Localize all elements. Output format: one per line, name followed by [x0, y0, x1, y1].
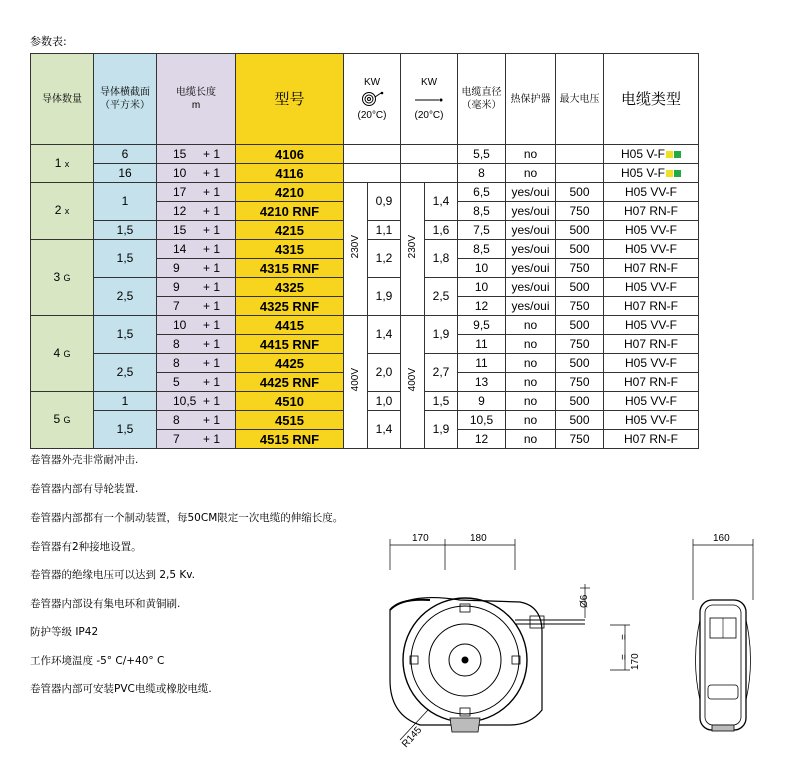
- dim-r145: R145: [400, 724, 425, 751]
- thermal-cell: yes/oui: [506, 202, 556, 221]
- max-voltage-cell: 500: [556, 392, 604, 411]
- model-cell: 4425: [236, 354, 344, 373]
- conductors-cell: 2 x: [31, 183, 94, 240]
- conductors-cell: 4 G: [31, 316, 94, 392]
- note-item: 卷管器内部都有一个制动装置，每50CM限定一次电缆的伸缩长度。: [30, 512, 344, 524]
- technical-drawing: [370, 520, 790, 765]
- cable-type-cell: H07 RN-F: [604, 202, 699, 221]
- length-cell: 14 + 1: [157, 240, 236, 259]
- voltage-400-cell: 400V: [344, 316, 368, 449]
- hdr-thermal: 热保护器: [506, 54, 556, 145]
- model-cell: 4325 RNF: [236, 297, 344, 316]
- model-cell: 4210 RNF: [236, 202, 344, 221]
- cross-section-cell: 2,5: [94, 278, 157, 316]
- note-item: 卷管器有2种接地设置。: [30, 541, 142, 553]
- max-voltage-cell: 500: [556, 316, 604, 335]
- dim-170-top: 170: [412, 533, 429, 544]
- thermal-cell: yes/oui: [506, 240, 556, 259]
- diameter-cell: 10: [458, 259, 506, 278]
- table-row: [31, 316, 699, 335]
- diameter-cell: 13: [458, 373, 506, 392]
- cross-section-cell: 1,5: [94, 411, 157, 449]
- dim-170-side: 170: [630, 653, 641, 670]
- length-cell: 10 + 1: [157, 164, 236, 183]
- length-cell: 8 + 1: [157, 354, 236, 373]
- note-item: 卷管器内部有导轮装置.: [30, 483, 139, 495]
- cross-section-cell: 6: [94, 145, 157, 164]
- max-voltage-cell: 750: [556, 335, 604, 354]
- note-item: 工作环境温度 -5° C/+40° C: [30, 655, 165, 667]
- note-item: 卷管器内部设有集电环和黄铜刷.: [30, 598, 181, 610]
- max-voltage-cell: 750: [556, 430, 604, 449]
- length-cell: 10 + 1: [157, 316, 236, 335]
- kw-uncoiled-cell: 2,7: [425, 354, 458, 392]
- earth-yellow-swatch: [666, 151, 673, 158]
- diameter-cell: 9,5: [458, 316, 506, 335]
- earth-green-swatch: [674, 151, 681, 158]
- cable-type-cell: H07 RN-F: [604, 430, 699, 449]
- voltage-400-cell: 400V: [401, 316, 425, 449]
- model-cell: 4515: [236, 411, 344, 430]
- model-cell: 4210: [236, 183, 344, 202]
- cross-section-cell: 16: [94, 164, 157, 183]
- diameter-cell: 11: [458, 354, 506, 373]
- thermal-cell: no: [506, 354, 556, 373]
- cross-section-cell: 1: [94, 392, 157, 411]
- note-item: 卷管器的绝缘电压可以达到 2,5 Kv.: [30, 569, 195, 581]
- hdr-model: 型号: [236, 54, 344, 145]
- length-cell: 10,5 + 1: [157, 392, 236, 411]
- hdr-kw-uncoiled: KW (20°C): [401, 54, 458, 145]
- diameter-cell: 6,5: [458, 183, 506, 202]
- max-voltage-cell: [556, 164, 604, 183]
- thermal-cell: no: [506, 411, 556, 430]
- length-cell: 17 + 1: [157, 183, 236, 202]
- kw-uncoiled-cell: [401, 145, 458, 164]
- note-item: 卷管器外壳非常耐冲击.: [30, 454, 139, 466]
- cross-section-cell: 1,5: [94, 240, 157, 278]
- kw-uncoiled-cell: 1,4: [425, 183, 458, 221]
- spec-table: [30, 53, 699, 449]
- max-voltage-cell: 750: [556, 202, 604, 221]
- diameter-cell: 8,5: [458, 202, 506, 221]
- max-voltage-cell: 750: [556, 259, 604, 278]
- cross-section-cell: 1,5: [94, 316, 157, 354]
- cable-type-cell: H05 VV-F: [604, 183, 699, 202]
- diameter-cell: 7,5: [458, 221, 506, 240]
- length-cell: 7 + 1: [157, 430, 236, 449]
- model-cell: 4315: [236, 240, 344, 259]
- max-voltage-cell: 500: [556, 240, 604, 259]
- voltage-230-cell: 230V: [401, 183, 425, 316]
- kw-uncoiled-cell: 1,8: [425, 240, 458, 278]
- kw-coiled-cell: [344, 145, 401, 164]
- max-voltage-cell: 500: [556, 354, 604, 373]
- cable-type-cell: H07 RN-F: [604, 335, 699, 354]
- diameter-cell: 10: [458, 278, 506, 297]
- cross-section-cell: 2,5: [94, 354, 157, 392]
- table-caption: 参数表:: [30, 35, 67, 48]
- cable-type-cell: H05 VV-F: [604, 411, 699, 430]
- model-cell: 4510: [236, 392, 344, 411]
- thermal-cell: yes/oui: [506, 183, 556, 202]
- cable-type-cell: H05 VV-F: [604, 240, 699, 259]
- cable-type-cell: H07 RN-F: [604, 373, 699, 392]
- kw-coiled-cell: 1,4: [368, 411, 401, 449]
- diameter-cell: 12: [458, 430, 506, 449]
- kw-uncoiled-cell: [401, 164, 458, 183]
- kw-uncoiled-cell: 1,9: [425, 411, 458, 449]
- note-item: 卷管器内部可安装PVC电缆或橡胶电缆.: [30, 683, 212, 695]
- hdr-cable-length: 电缆长度 m: [157, 54, 236, 145]
- diameter-cell: 11: [458, 335, 506, 354]
- reel-front-view: [390, 598, 585, 732]
- note-item: 防护等级 IP42: [30, 626, 99, 638]
- cable-type-cell: H05 V-F: [604, 145, 699, 164]
- kw-coiled-cell: 0,9: [368, 183, 401, 221]
- length-cell: 15 + 1: [157, 221, 236, 240]
- dim-phi6: Ø6: [579, 594, 590, 608]
- max-voltage-cell: 500: [556, 221, 604, 240]
- length-cell: 8 + 1: [157, 335, 236, 354]
- length-cell: 15 + 1: [157, 145, 236, 164]
- dim-eq1: =: [619, 634, 630, 640]
- diameter-cell: 9: [458, 392, 506, 411]
- kw-coiled-cell: 1,1: [368, 221, 401, 240]
- model-cell: 4515 RNF: [236, 430, 344, 449]
- kw-uncoiled-cell: 2,5: [425, 278, 458, 316]
- coil-icon: [358, 91, 386, 107]
- kw-uncoiled-cell: 1,6: [425, 221, 458, 240]
- length-cell: 8 + 1: [157, 411, 236, 430]
- kw-uncoiled-cell: 1,5: [425, 392, 458, 411]
- model-cell: 4415 RNF: [236, 335, 344, 354]
- kw-coiled-cell: [344, 164, 401, 183]
- model-cell: 4106: [236, 145, 344, 164]
- thermal-cell: no: [506, 430, 556, 449]
- kw-uncoiled-cell: 1,9: [425, 316, 458, 354]
- hdr-kw-coiled: KW (20°C): [344, 54, 401, 145]
- diameter-cell: 8,5: [458, 240, 506, 259]
- length-cell: 5 + 1: [157, 373, 236, 392]
- reel-side-view: [696, 600, 751, 731]
- max-voltage-cell: [556, 145, 604, 164]
- cable-type-cell: H07 RN-F: [604, 297, 699, 316]
- model-cell: 4415: [236, 316, 344, 335]
- hdr-conductors: 导体数量: [31, 54, 94, 145]
- max-voltage-cell: 500: [556, 278, 604, 297]
- conductors-cell: 1 x: [31, 145, 94, 183]
- model-cell: 4315 RNF: [236, 259, 344, 278]
- cable-type-cell: H05 VV-F: [604, 316, 699, 335]
- hdr-max-voltage: 最大电压: [556, 54, 604, 145]
- dim-180: 180: [470, 533, 487, 544]
- cable-type-cell: H05 VV-F: [604, 278, 699, 297]
- max-voltage-cell: 500: [556, 411, 604, 430]
- thermal-cell: no: [506, 316, 556, 335]
- model-cell: 4116: [236, 164, 344, 183]
- dim-eq2: =: [619, 654, 630, 660]
- straight-cable-icon: [411, 91, 447, 107]
- model-cell: 4215: [236, 221, 344, 240]
- diameter-cell: 5,5: [458, 145, 506, 164]
- cable-type-cell: H05 VV-F: [604, 221, 699, 240]
- diameter-cell: 12: [458, 297, 506, 316]
- length-cell: 7 + 1: [157, 297, 236, 316]
- cross-section-cell: 1,5: [94, 221, 157, 240]
- voltage-230-cell: 230V: [344, 183, 368, 316]
- thermal-cell: no: [506, 373, 556, 392]
- earth-yellow-swatch: [666, 170, 673, 177]
- model-cell: 4325: [236, 278, 344, 297]
- table-row: [31, 164, 699, 183]
- kw-coiled-cell: 1,2: [368, 240, 401, 278]
- max-voltage-cell: 750: [556, 373, 604, 392]
- thermal-cell: yes/oui: [506, 221, 556, 240]
- thermal-cell: no: [506, 335, 556, 354]
- kw-coiled-cell: 2,0: [368, 354, 401, 392]
- cable-type-cell: H07 RN-F: [604, 259, 699, 278]
- max-voltage-cell: 500: [556, 183, 604, 202]
- diameter-cell: 10,5: [458, 411, 506, 430]
- thermal-cell: yes/oui: [506, 259, 556, 278]
- table-row: [31, 145, 699, 164]
- hdr-cross-section: 导体横截面 （平方米）: [94, 54, 157, 145]
- conductors-cell: 5 G: [31, 392, 94, 449]
- length-cell: 12 + 1: [157, 202, 236, 221]
- thermal-cell: no: [506, 392, 556, 411]
- kw-coiled-cell: 1,4: [368, 316, 401, 354]
- conductors-cell: 3 G: [31, 240, 94, 316]
- thermal-cell: no: [506, 145, 556, 164]
- cable-type-cell: H05 V-F: [604, 164, 699, 183]
- hdr-cable-type: 电缆类型: [604, 54, 699, 145]
- thermal-cell: yes/oui: [506, 297, 556, 316]
- hdr-diameter: 电缆直径 （毫米）: [458, 54, 506, 145]
- kw-coiled-cell: 1,9: [368, 278, 401, 316]
- cable-type-cell: H05 VV-F: [604, 354, 699, 373]
- earth-green-swatch: [674, 170, 681, 177]
- diameter-cell: 8: [458, 164, 506, 183]
- table-row: [31, 183, 699, 202]
- thermal-cell: yes/oui: [506, 278, 556, 297]
- length-cell: 9 + 1: [157, 259, 236, 278]
- thermal-cell: no: [506, 164, 556, 183]
- length-cell: 9 + 1: [157, 278, 236, 297]
- model-cell: 4425 RNF: [236, 373, 344, 392]
- cross-section-cell: 1: [94, 183, 157, 221]
- dim-160: 160: [713, 533, 730, 544]
- cable-type-cell: H05 VV-F: [604, 392, 699, 411]
- table-header: [31, 54, 699, 145]
- max-voltage-cell: 750: [556, 297, 604, 316]
- kw-coiled-cell: 1,0: [368, 392, 401, 411]
